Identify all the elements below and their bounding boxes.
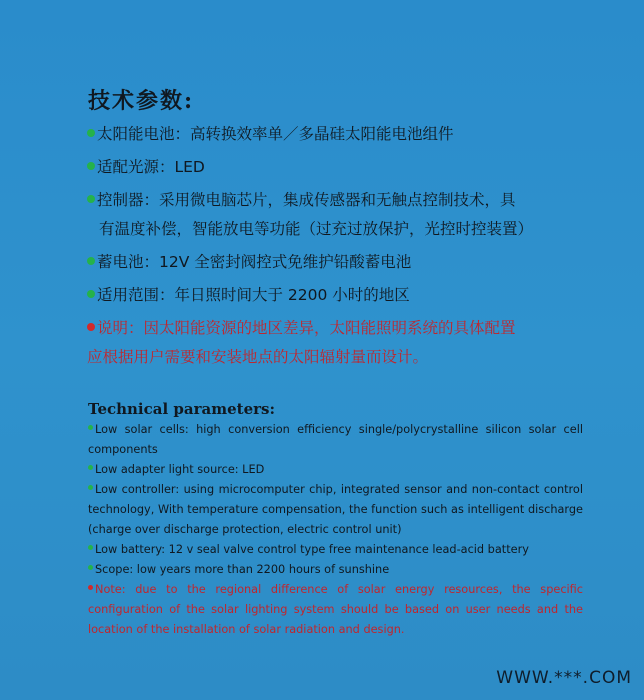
zh-item-scope — [87, 281, 597, 310]
website-watermark: WWW.***.COM — [496, 668, 632, 688]
bullet-icon — [87, 290, 95, 298]
zh-item-solar-cell — [87, 120, 597, 149]
en-section-title: Technical parameters: — [88, 400, 276, 418]
zh-note-line1: 说明：因太阳能资源的地区差异，太阳能照明系统的具体配置 — [97, 319, 516, 337]
en-item-light-source — [88, 460, 583, 480]
bullet-icon — [88, 565, 93, 570]
zh-note — [87, 314, 597, 372]
bullet-icon — [88, 545, 93, 550]
bullet-icon — [87, 129, 95, 137]
zh-item-battery — [87, 248, 597, 277]
zh-parameter-list — [87, 120, 597, 376]
en-item-controller — [88, 480, 583, 540]
bullet-icon — [87, 162, 95, 170]
bullet-icon — [88, 485, 93, 490]
zh-item-text: 控制器：采用微电脑芯片，集成传感器和无触点控制技术，具 — [97, 191, 516, 209]
zh-item-text-cont: 有温度补偿，智能放电等功能（过充过放保护，光控时控装置） — [99, 220, 534, 238]
en-item-battery — [88, 540, 583, 560]
bullet-icon — [87, 257, 95, 265]
zh-note-line2: 应根据用户需要和安装地点的太阳辐射量而设计。 — [87, 348, 429, 366]
en-item-text: Scope: low years more than 2200 hours of sunshine — [95, 563, 390, 576]
en-note — [88, 580, 583, 640]
en-item-text: Low solar cells: high conversion efficiency single/polycrystalline silicon solar cell components — [88, 423, 583, 456]
bullet-icon — [88, 425, 93, 430]
zh-item-light-source — [87, 153, 597, 182]
zh-item-text: 适用范围：年日照时间大于 2200 小时的地区 — [97, 286, 410, 304]
en-parameter-list — [88, 420, 583, 640]
en-item-solar-cell — [88, 420, 583, 460]
en-item-text: Low controller: using microcomputer chip, integrated sensor and non-contact control technology, With temperature compensation, the function such as intelligent discharge (charge over discharge protection, electric control unit) — [88, 483, 583, 536]
bullet-icon — [87, 195, 95, 203]
bullet-icon — [87, 323, 95, 331]
en-note-text: Note: due to the regional difference of solar energy resources, the specific configuration of the solar lighting system should be based on user needs and the location of the installation of solar radiation and design. — [88, 583, 583, 636]
zh-item-text: 蓄电池：12V 全密封阀控式免维护铅酸蓄电池 — [97, 253, 412, 271]
en-item-scope — [88, 560, 583, 580]
zh-section-title: 技术参数: — [88, 88, 195, 114]
zh-item-text: 太阳能电池：高转换效率单／多晶硅太阳能电池组件 — [97, 125, 454, 143]
en-item-text: Low battery: 12 v seal valve control type free maintenance lead-acid battery — [95, 543, 529, 556]
bullet-icon — [88, 585, 93, 590]
bullet-icon — [88, 465, 93, 470]
en-item-text: Low adapter light source: LED — [95, 463, 265, 476]
zh-item-text: 适配光源：LED — [97, 158, 205, 176]
zh-item-controller — [87, 186, 597, 244]
